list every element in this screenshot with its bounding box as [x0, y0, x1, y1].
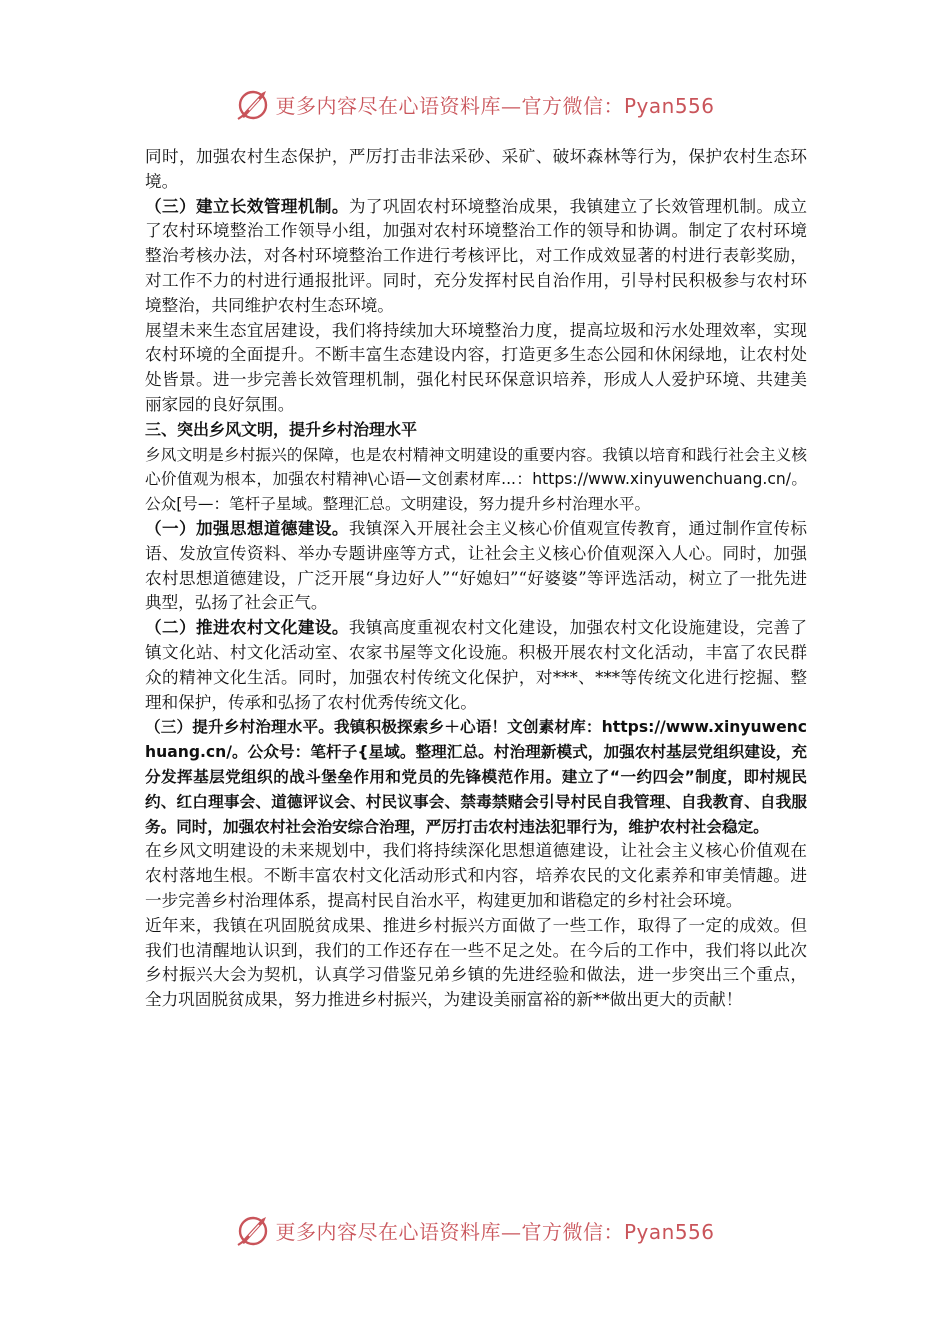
section-title: （一）加强思想道德建设。: [145, 518, 349, 538]
paragraph-moral-construction: [145, 517, 807, 616]
section-title: （三）提升乡村治理水平。: [145, 718, 334, 737]
paragraph-long-term-mechanism: [145, 195, 807, 319]
header-watermark-banner: [0, 84, 950, 124]
paragraph-conclusion: 近年来，我镇在巩固脱贫成果、推进乡村振兴方面做了一些工作，取得了一定的成效。但我们也清醒地认识到，我们的工作还存在一些不足之处。在今后的工作中，我们将以此次乡村振兴大会为契机，认真学习借鉴兄弟乡镇的先进经验和做法，进一步突出三个重点，全力巩固脱贫成果，努力推进乡村振兴，为建设美丽富裕的新**做出更大的贡献！: [145, 915, 807, 1010]
section-title: （三）建立长效管理机制。: [145, 196, 349, 216]
paragraph-governance: [145, 715, 807, 839]
banner-text: [275, 90, 714, 119]
paragraph-text: 我镇高度重视农村文化建设，加强农村文化设施建设，完善了镇文化站、村文化活动室、农家书屋等文化设施。积极开展农村文化活动，丰富了农民群众的精神文化生活。同时，加强农村传统文化保护，对***、***等传统文化进行挖掘、整理和保护，传承和弘扬了农村优秀传统文化。: [145, 618, 807, 712]
paragraph-rural-civilization: 乡风文明是乡村振兴的保障，也是农村精神文明建设的重要内容。我镇以培育和践行社会主义核心价值观为根本，加强农村精神\心语—文创素材库...：https://www.xinyuwenchuang.cn/。公众[号—：笔杆子星域。整理汇总。文明建设，努力提升乡村治理水平。: [145, 445, 807, 514]
banner-wechat-id: Pyan556: [623, 93, 715, 118]
section-title: （二）推进农村文化建设。: [145, 618, 349, 638]
quill-circle-icon: [235, 1212, 271, 1248]
paragraph-culture-construction: [145, 616, 807, 715]
banner-text-cn: 更多内容尽在心语资料库—官方微信：: [275, 93, 624, 118]
quill-circle-icon: [235, 86, 271, 122]
paragraph-eco-protection: 同时，加强农村生态保护，严厉打击非法采砂、采矿、破坏森林等行为，保护农村生态环境。: [145, 147, 807, 191]
banner-text: [275, 1216, 714, 1245]
paragraph-text: 我镇深入开展社会主义核心价值观宣传教育，通过制作宣传标语、发放宣传资料、举办专题讲座等方式，让社会主义核心价值观深入人心。同时，加强农村思想道德建设，广泛开展“身边好人”“好媳妇”“好婆婆”等评选活动，树立了一批先进典型，弘扬了社会正气。: [145, 518, 807, 613]
document-body: [145, 145, 807, 1013]
paragraph-eco-outlook: 展望未来生态宜居建设，我们将持续加大环境整治力度，提高垃圾和污水处理效率，实现农村环境的全面提升。不断丰富生态建设内容，打造更多生态公园和休闲绿地，让农村处处皆景。进一步完善长效管理机制，强化村民环保意识培养，形成人人爱护环境、共建美丽家园的良好氛围。: [145, 320, 807, 414]
banner-wechat-id: Pyan556: [623, 1219, 715, 1244]
banner-text-cn: 更多内容尽在心语资料库—官方微信：: [275, 1219, 624, 1244]
paragraph-text: 我镇积极探索乡＋心语！文创素材库：https://www.xinyuwenchuang.cn/。公众号：笔杆子{星域。整理汇总。村治理新模式，加强农村基层党组织建设，充分发挥基层党组织的战斗堡垒作用和党员的先锋模范作用。建立了“一约四会”制度，即村规民约、红白理事会、道德评议会、村民议事会、禁毒禁赌会引导村民自我管理、自我教育、自我服务。同时，加强农村社会治安综合治理，严厉打击农村违法犯罪行为，维护农村社会稳定。: [145, 718, 807, 836]
section-heading-3: 三、突出乡风文明，提升乡村治理水平: [145, 419, 418, 439]
footer-watermark-banner: [0, 1210, 950, 1250]
paragraph-civilization-outlook: 在乡风文明建设的未来规划中，我们将持续深化思想道德建设，让社会主义核心价值观在农村落地生根。不断丰富农村文化活动形式和内容，培养农民的文化素养和审美情趣。进一步完善乡村治理体系，提高村民自治水平，构建更加和谐稳定的乡村社会环境。: [145, 841, 807, 910]
paragraph-text: 为了巩固农村环境整治成果，我镇建立了长效管理机制。成立了农村环境整治工作领导小组，加强对农村环境整治工作的领导和协调。制定了农村环境整治考核办法，对各村环境整治工作进行考核评比，对工作成效显著的村进行表彰奖励，对工作不力的村进行通报批评。同时，充分发挥村民自治作用，引导村民积极参与农村环境整治，共同维护农村生态环境。: [145, 196, 807, 315]
